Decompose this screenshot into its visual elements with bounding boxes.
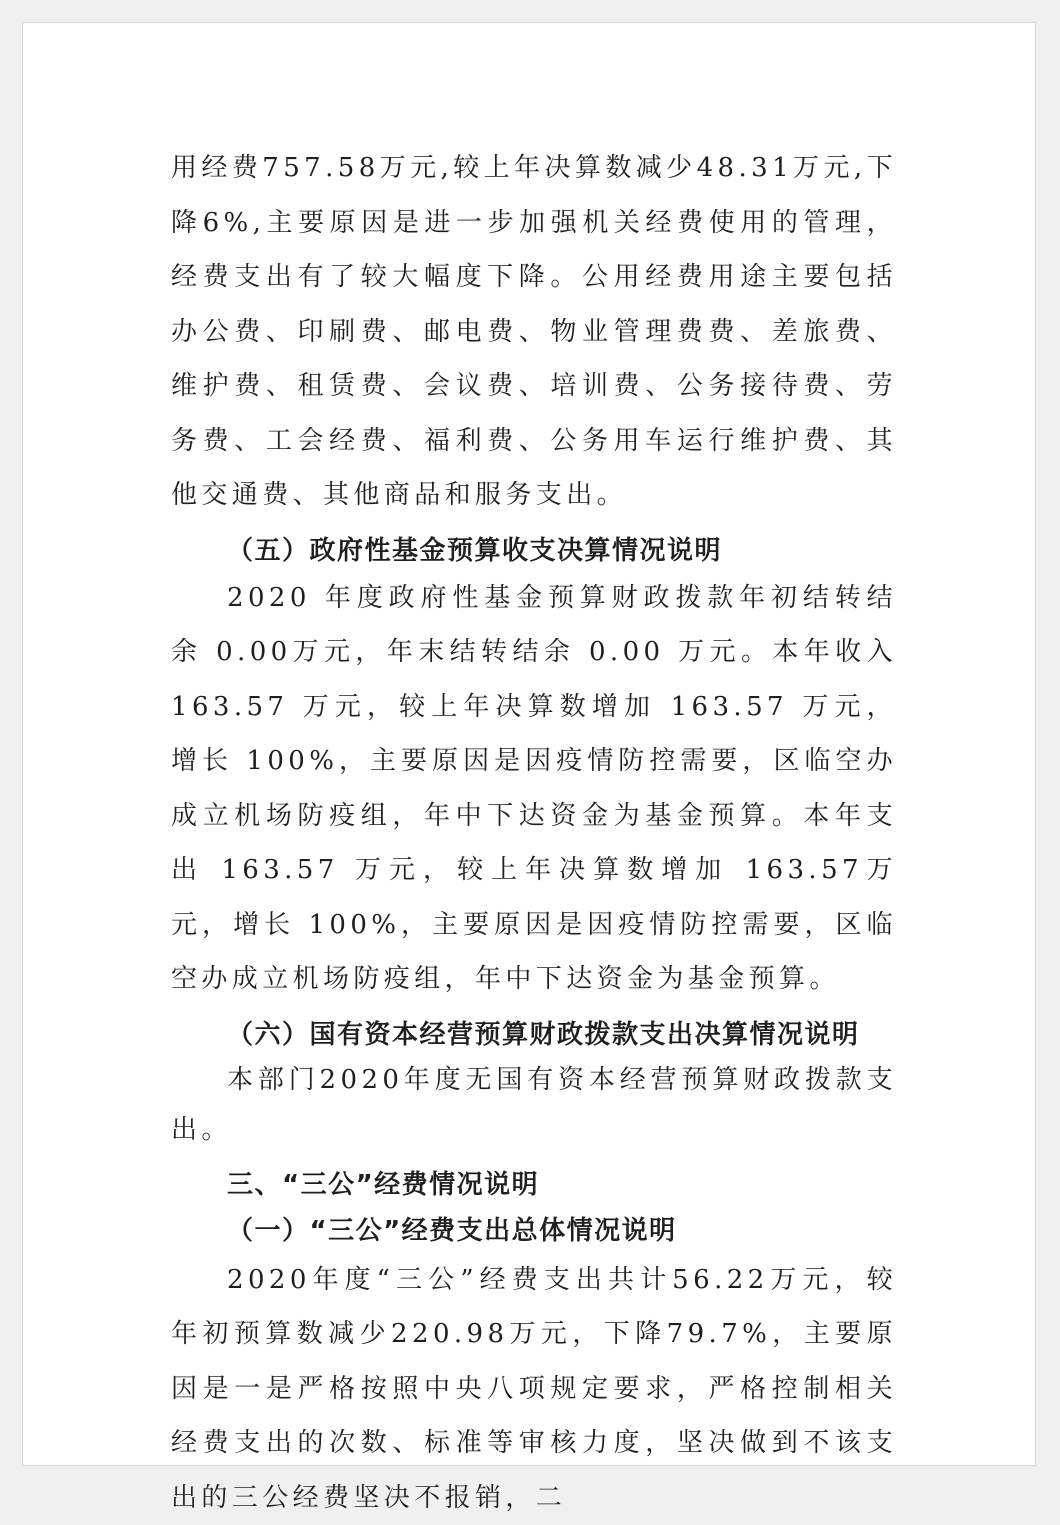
heading-government-fund-budget: （五）政府性基金预算收支决算情况说明 [171, 531, 897, 571]
heading-three-public-expenses: 三、“三公”经费情况说明 [171, 1165, 897, 1205]
paragraph-government-fund-budget: 2020 年度政府性基金预算财政拨款年初结转结余 0.00万元，年末结转结余 0.00 万元。本年收入 163.57 万元，较上年决算数增加 163.57 万元，增长 100%，主要原因是因疫情防控需要，区临空办成立机场防疫组，年中下达资金为基金预算。本年支出 163.57 万元，较上年决算数增加 163.57万元，增长 100%，主要原因是因疫情防控需要，区临空办成立机场防疫组，年中下达资金为基金预算。 [171, 571, 897, 1007]
paragraph-public-expenses: 用经费757.58万元,较上年决算数减少48.31万元,下降6%,主要原因是进一步加强机关经费使用的管理，经费支出有了较大幅度下降。公用经费用途主要包括办公费、印刷费、邮电费、物业管理费费、差旅费、维护费、租赁费、会议费、培训费、公务接待费、劳务费、工会经费、福利费、公务用车运行维护费、其他交通费、其他商品和服务支出。 [171, 141, 897, 523]
heading-three-public-overall: （一）“三公”经费支出总体情况说明 [171, 1211, 897, 1251]
document-page [22, 22, 1036, 1466]
paragraph-state-capital-budget: 本部门2020年度无国有资本经营预算财政拨款支出。 [171, 1055, 897, 1155]
paragraph-three-public-overall: 2020年度“三公”经费支出共计56.22万元，较年初预算数减少220.98万元，下降79.7%，主要原因是一是严格按照中央八项规定要求，严格控制相关经费支出的次数、标准等审核力度，坚决做到不该支出的三公经费坚决不报销，二 [171, 1253, 897, 1525]
document-body [171, 141, 897, 1525]
heading-state-capital-budget: （六）国有资本经营预算财政拨款支出决算情况说明 [171, 1015, 897, 1055]
